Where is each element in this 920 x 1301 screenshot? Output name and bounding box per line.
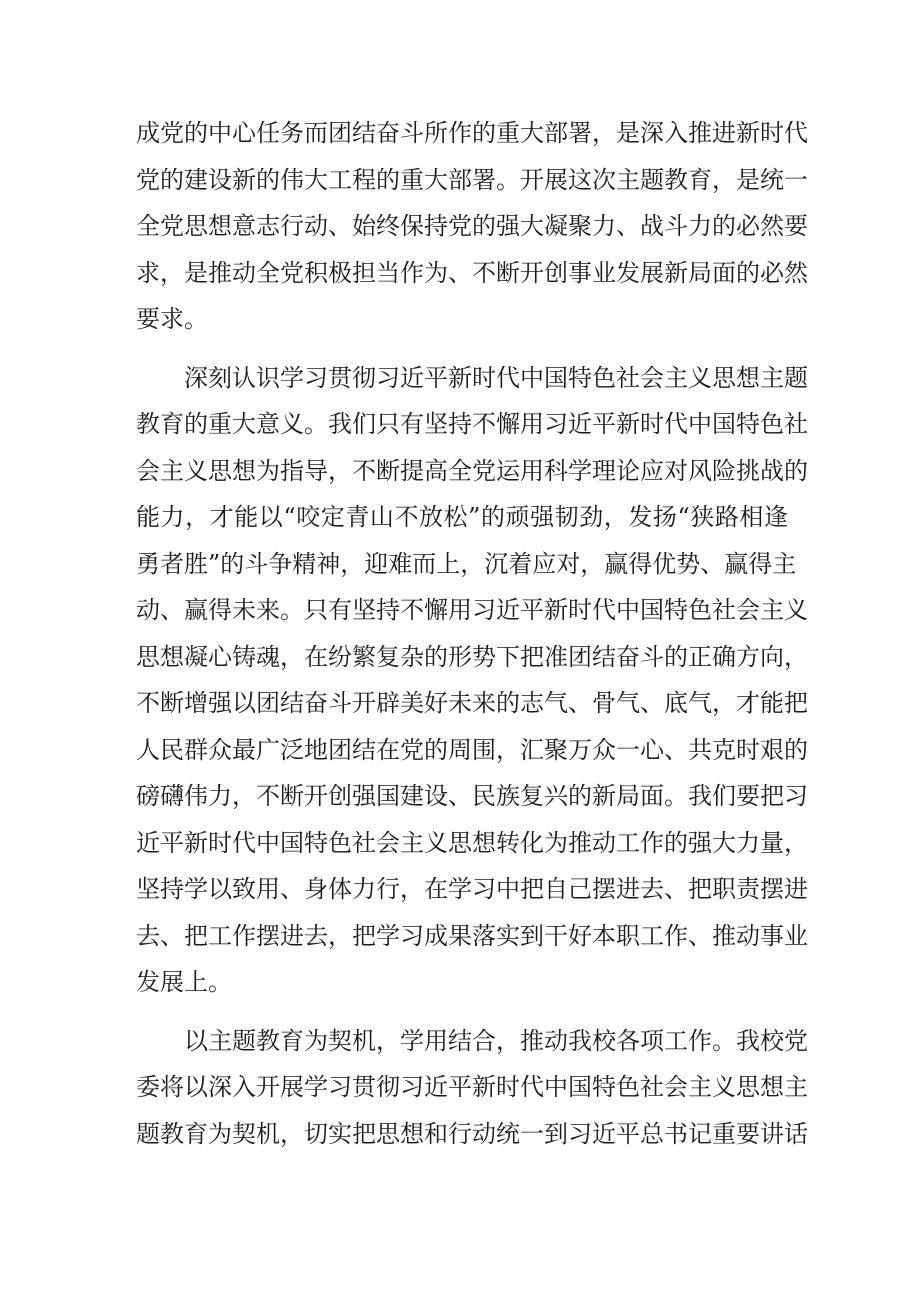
paragraph-2-line-3: 会主义思想为指导，不断提高全党运用科学理论应对风险挑战的 (136, 456, 808, 485)
paragraph-2-line-14: 发展上。 (136, 968, 232, 996)
paragraph-2-line-1: 深刻认识学习贯彻习近平新时代中国特色社会主义思想主题 (184, 363, 808, 392)
paragraph-spacer (136, 1006, 788, 1018)
paragraph-2-line-10: 磅礴伟力，不断开创强国建设、民族复兴的新局面。我们要把习 (136, 782, 808, 810)
paragraph-3-line-3: 题教育为契机，切实把思想和行动统一到习近平总书记重要讲话 (136, 1119, 808, 1148)
paragraph-2-line-6: 动、赢得未来。只有坚持不懈用习近平新时代中国特色社会主义 (136, 596, 808, 624)
paragraph-3-line-1: 以主题教育为契机，学用结合，推动我校各项工作。我校党 (184, 1026, 808, 1055)
paragraph-2-line-8: 不断增强以团结奋斗开辟美好未来的志气、骨气、底气，才能把 (136, 689, 808, 717)
paragraph-2-line-5: 勇者胜”的斗争精神，迎难而上，沉着应对，赢得优势、赢得主 (136, 549, 797, 578)
paragraph-1-line-4: 求，是推动全党积极担当作为、不断开创事业发展新局面的必然 (136, 258, 808, 287)
paragraph-2-line-9: 人民群众最广泛地团结在党的周围，汇聚万众一心、共克时艰的 (136, 735, 808, 764)
paragraph-1-line-1: 成党的中心任务而团结奋斗所作的重大部署，是深入推进新时代 (136, 119, 808, 147)
document-body (136, 110, 808, 1157)
paragraph-3-line-2: 委将以深入开展学习贯彻习近平新时代中国特色社会主义思想主 (136, 1073, 808, 1101)
paragraph-2-line-12: 坚持学以致用、身体力行，在学习中把自己摆进去、把职责摆进 (136, 875, 808, 903)
paragraph-2-line-2: 教育的重大意义。我们只有坚持不懈用习近平新时代中国特色社 (136, 410, 808, 438)
paragraph-2-line-4: 能力，才能以“咬定青山不放松”的顽强韧劲，发扬“狭路相逢 (136, 503, 788, 531)
paragraph-spacer (136, 343, 788, 355)
paragraph-1-line-3: 全党思想意志行动、始终保持党的强大凝聚力、战斗力的必然要 (136, 212, 808, 240)
paragraph-2-line-13: 去、把工作摆进去，把学习成果落实到干好本职工作、推动事业 (136, 921, 808, 950)
paragraph-1-line-5: 要求。 (136, 305, 208, 333)
paragraph-2-line-7: 思想凝心铸魂，在纷繁复杂的形势下把准团结奋斗的正确方向， (136, 642, 808, 671)
paragraph-1-line-2: 党的建设新的伟大工程的重大部署。开展这次主题教育，是统一 (136, 165, 808, 194)
paragraph-2-line-11: 近平新时代中国特色社会主义思想转化为推动工作的强大力量， (136, 828, 808, 857)
